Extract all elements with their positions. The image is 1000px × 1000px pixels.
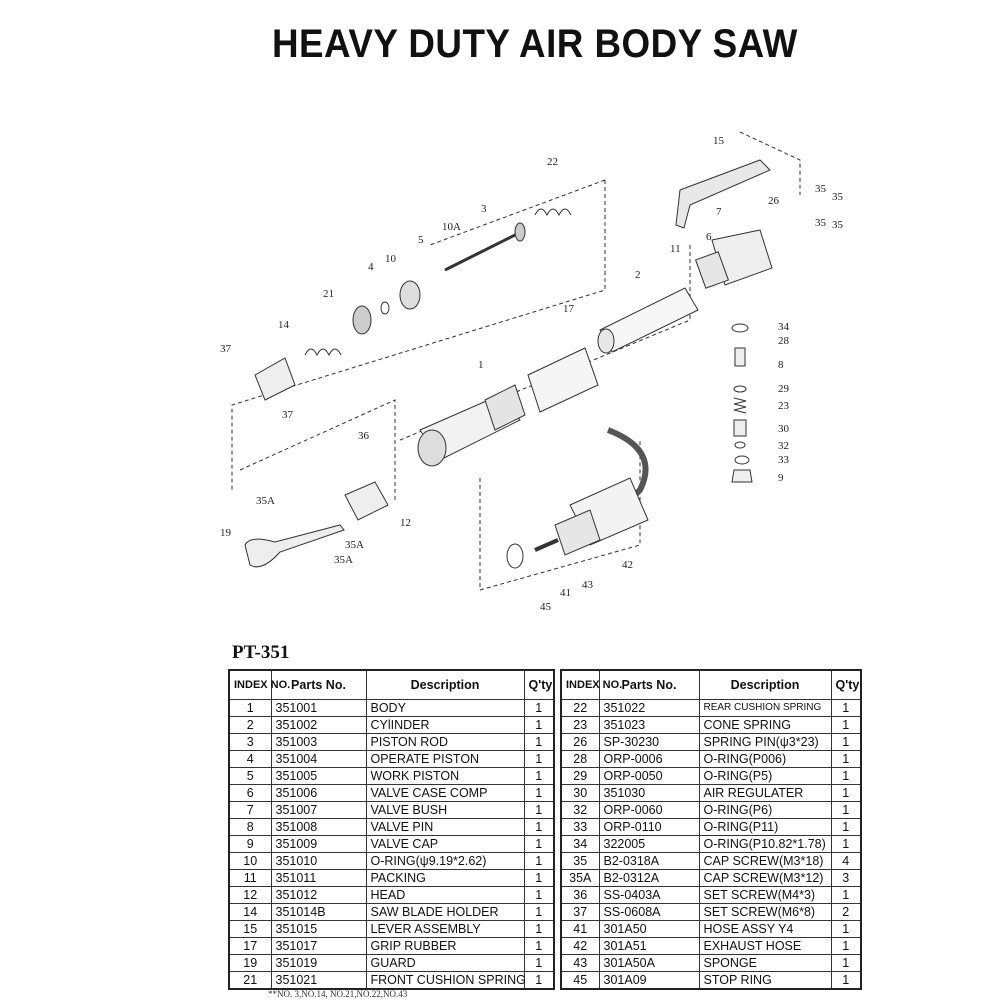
cell-description: O-RING(ψ9.19*2.62) (366, 853, 524, 870)
cell-index: 11 (229, 870, 271, 887)
column-header-description: Description (366, 670, 524, 700)
cell-index: 43 (561, 955, 599, 972)
svg-text:15: 15 (713, 135, 724, 147)
cell-index: 19 (229, 955, 271, 972)
table-row (561, 955, 861, 972)
cell-parts-no: 351014B (271, 904, 366, 921)
cell-parts-no: ORP-0006 (599, 751, 699, 768)
table-row (561, 819, 861, 836)
table-row (561, 768, 861, 785)
cell-description: HEAD (366, 887, 524, 904)
cell-description: AIR REGULATER (699, 785, 831, 802)
cell-parts-no: 322005 (599, 836, 699, 853)
cell-index: 26 (561, 734, 599, 751)
cell-qty: 1 (524, 734, 554, 751)
svg-text:43: 43 (582, 579, 593, 591)
cell-description: PACKING (366, 870, 524, 887)
cell-description: SPONGE (699, 955, 831, 972)
cell-index: 3 (229, 734, 271, 751)
cell-parts-no: B2-0318A (599, 853, 699, 870)
svg-text:34: 34 (778, 321, 789, 333)
table-row (561, 853, 861, 870)
parts-table-left (228, 669, 555, 990)
cell-qty: 1 (524, 700, 554, 717)
cell-index: 29 (561, 768, 599, 785)
svg-text:2: 2 (635, 269, 641, 281)
cell-index: 5 (229, 768, 271, 785)
table-row (229, 785, 554, 802)
svg-text:33: 33 (778, 454, 789, 466)
cell-description: WORK PISTON (366, 768, 524, 785)
cell-qty: 1 (831, 955, 861, 972)
cell-index: 35A (561, 870, 599, 887)
svg-text:19: 19 (220, 527, 231, 539)
cell-qty: 1 (524, 870, 554, 887)
cell-description: VALVE CAP (366, 836, 524, 853)
cell-index: 42 (561, 938, 599, 955)
cell-qty: 1 (524, 955, 554, 972)
cell-qty: 1 (524, 904, 554, 921)
cell-description: EXHAUST HOSE (699, 938, 831, 955)
cell-parts-no: 351002 (271, 717, 366, 734)
svg-text:21: 21 (323, 288, 334, 300)
cell-parts-no: 351019 (271, 955, 366, 972)
cell-description: VALVE CASE COMP (366, 785, 524, 802)
cell-description: O-RING(P6) (699, 802, 831, 819)
svg-text:45: 45 (540, 601, 551, 613)
cell-description: REAR CUSHION SPRING (699, 700, 831, 717)
svg-text:42: 42 (622, 559, 633, 571)
cell-parts-no: ORP-0050 (599, 768, 699, 785)
cell-index: 35 (561, 853, 599, 870)
cell-qty: 1 (831, 802, 861, 819)
table-row (561, 700, 861, 717)
svg-text:22: 22 (547, 156, 558, 168)
parts-table-right-clip (560, 669, 860, 989)
cell-qty: 1 (831, 768, 861, 785)
cell-description: VALVE BUSH (366, 802, 524, 819)
cell-description: CYlINDER (366, 717, 524, 734)
table-row (561, 921, 861, 938)
cell-index: 45 (561, 972, 599, 990)
column-header-qty: Q'ty (524, 670, 554, 700)
cell-qty: 1 (524, 802, 554, 819)
table-row (561, 887, 861, 904)
table-row (561, 751, 861, 768)
cell-description: CONE SPRING (699, 717, 831, 734)
cell-description: BODY (366, 700, 524, 717)
cell-parts-no: 301A09 (599, 972, 699, 990)
svg-text:11: 11 (670, 243, 681, 255)
model-number: PT-351 (232, 642, 290, 663)
table-row (229, 870, 554, 887)
svg-text:35: 35 (815, 217, 826, 229)
cell-qty: 1 (524, 921, 554, 938)
cell-description: OPERATE PISTON (366, 751, 524, 768)
cell-qty: 1 (524, 887, 554, 904)
table-row (561, 717, 861, 734)
cell-index: 9 (229, 836, 271, 853)
cell-qty: 1 (524, 836, 554, 853)
cell-index: 15 (229, 921, 271, 938)
table-row (229, 768, 554, 785)
svg-text:1: 1 (478, 359, 484, 371)
table-row (229, 887, 554, 904)
svg-text:5: 5 (418, 234, 424, 246)
svg-text:28: 28 (778, 335, 789, 347)
cell-parts-no: 351006 (271, 785, 366, 802)
svg-text:4: 4 (368, 261, 374, 273)
svg-text:8: 8 (778, 359, 784, 371)
cell-parts-no: B2-0312A (599, 870, 699, 887)
table-row (229, 819, 554, 836)
cell-description: GRIP RUBBER (366, 938, 524, 955)
cell-qty: 1 (524, 853, 554, 870)
column-header-index: INDEX NO. (229, 670, 271, 700)
cell-qty: 1 (831, 785, 861, 802)
table-row (561, 785, 861, 802)
cell-qty: 1 (831, 700, 861, 717)
cell-description: STOP RING (699, 972, 831, 990)
cell-parts-no: 351015 (271, 921, 366, 938)
cell-description: O-RING(P5) (699, 768, 831, 785)
table-row (561, 734, 861, 751)
cell-parts-no: 351004 (271, 751, 366, 768)
table-row (229, 700, 554, 717)
cell-qty: 1 (831, 938, 861, 955)
parts-table-right (560, 669, 862, 990)
cell-parts-no: 351017 (271, 938, 366, 955)
cell-qty: 1 (831, 717, 861, 734)
cell-qty: 3 (831, 870, 861, 887)
svg-text:37: 37 (282, 409, 293, 421)
svg-text:35: 35 (832, 191, 843, 203)
footnote: **NO. 3,NO.14, NO.21,NO.22,NO.43 (268, 989, 408, 999)
svg-text:37: 37 (220, 343, 231, 355)
svg-text:12: 12 (400, 517, 411, 529)
table-row (229, 972, 554, 990)
cell-index: 28 (561, 751, 599, 768)
table-row (561, 870, 861, 887)
svg-text:29: 29 (778, 383, 789, 395)
cell-qty: 2 (831, 904, 861, 921)
cell-qty: 1 (524, 717, 554, 734)
cell-qty: 1 (524, 972, 554, 990)
table-row (229, 921, 554, 938)
svg-text:35A: 35A (345, 539, 364, 551)
cell-parts-no: 351021 (271, 972, 366, 990)
cell-index: 17 (229, 938, 271, 955)
cell-index: 34 (561, 836, 599, 853)
column-header-index: INDEX NO. (561, 670, 599, 700)
table-row (229, 853, 554, 870)
table-row (229, 802, 554, 819)
table-row (229, 904, 554, 921)
cell-parts-no: 351008 (271, 819, 366, 836)
svg-text:41: 41 (560, 587, 571, 599)
cell-index: 22 (561, 700, 599, 717)
cell-description: VALVE PIN (366, 819, 524, 836)
column-header-description: Description (699, 670, 831, 700)
exploded-parts-diagram (0, 100, 1000, 620)
svg-text:14: 14 (278, 319, 289, 331)
table-row (229, 836, 554, 853)
svg-text:6: 6 (706, 231, 712, 243)
cell-description: CAP SCREW(M3*12) (699, 870, 831, 887)
cell-description: PISTON ROD (366, 734, 524, 751)
cell-index: 2 (229, 717, 271, 734)
cell-parts-no: SS-0608A (599, 904, 699, 921)
cell-description: O-RING(P006) (699, 751, 831, 768)
cell-parts-no: 351012 (271, 887, 366, 904)
svg-text:26: 26 (768, 195, 779, 207)
table-row (229, 955, 554, 972)
cell-parts-no: ORP-0110 (599, 819, 699, 836)
cell-description: GUARD (366, 955, 524, 972)
cell-index: 14 (229, 904, 271, 921)
cell-parts-no: ORP-0060 (599, 802, 699, 819)
table-row (229, 734, 554, 751)
table-header-row (229, 670, 554, 700)
cell-qty: 1 (524, 938, 554, 955)
cell-description: SPRING PIN(ψ3*23) (699, 734, 831, 751)
svg-text:10: 10 (385, 253, 396, 265)
cell-parts-no: 351022 (599, 700, 699, 717)
cell-qty: 1 (524, 768, 554, 785)
cell-qty: 1 (831, 751, 861, 768)
cell-description: SAW BLADE HOLDER (366, 904, 524, 921)
svg-text:7: 7 (716, 206, 722, 218)
column-header-parts-no: Parts No. (599, 670, 699, 700)
table-row (229, 751, 554, 768)
cell-qty: 1 (831, 887, 861, 904)
cell-index: 7 (229, 802, 271, 819)
cell-parts-no: 351023 (599, 717, 699, 734)
cell-parts-no: 351005 (271, 768, 366, 785)
cell-qty: 1 (524, 751, 554, 768)
svg-text:3: 3 (481, 203, 487, 215)
cell-parts-no: 301A50A (599, 955, 699, 972)
table-row (561, 938, 861, 955)
cell-index: 33 (561, 819, 599, 836)
cell-index: 30 (561, 785, 599, 802)
cell-description: O-RING(P11) (699, 819, 831, 836)
svg-text:32: 32 (778, 440, 789, 452)
cell-qty: 1 (524, 819, 554, 836)
cell-index: 21 (229, 972, 271, 990)
table-row (561, 972, 861, 990)
column-header-parts-no: Parts No. (271, 670, 366, 700)
cell-index: 8 (229, 819, 271, 836)
page-title: HEAVY DUTY AIR BODY SAW (272, 22, 798, 66)
table-row (561, 836, 861, 853)
cell-parts-no: 351003 (271, 734, 366, 751)
cell-index: 4 (229, 751, 271, 768)
cell-qty: 1 (831, 972, 861, 990)
cell-parts-no: SS-0403A (599, 887, 699, 904)
svg-text:9: 9 (778, 472, 784, 484)
cell-parts-no: 351011 (271, 870, 366, 887)
cell-description: LEVER ASSEMBLY (366, 921, 524, 938)
cell-index: 10 (229, 853, 271, 870)
cell-parts-no: 301A51 (599, 938, 699, 955)
svg-text:35: 35 (815, 183, 826, 195)
cell-parts-no: SP-30230 (599, 734, 699, 751)
svg-text:35A: 35A (334, 554, 353, 566)
column-header-qty: Q'ty (831, 670, 861, 700)
cell-qty: 1 (831, 819, 861, 836)
svg-text:17: 17 (563, 303, 574, 315)
svg-text:35: 35 (832, 219, 843, 231)
cell-parts-no: 351009 (271, 836, 366, 853)
cell-parts-no: 351030 (599, 785, 699, 802)
cell-description: O-RING(P10.82*1.78) (699, 836, 831, 853)
cell-index: 37 (561, 904, 599, 921)
cell-description: FRONT CUSHION SPRING (366, 972, 524, 990)
cell-index: 6 (229, 785, 271, 802)
cell-description: HOSE ASSY Y4 (699, 921, 831, 938)
cell-index: 36 (561, 887, 599, 904)
table-row (229, 717, 554, 734)
cell-parts-no: 351007 (271, 802, 366, 819)
table-row (561, 904, 861, 921)
cell-description: SET SCREW(M6*8) (699, 904, 831, 921)
table-row (229, 938, 554, 955)
cell-qty: 4 (831, 853, 861, 870)
cell-index: 1 (229, 700, 271, 717)
svg-text:36: 36 (358, 430, 369, 442)
svg-text:30: 30 (778, 423, 789, 435)
svg-text:35A: 35A (256, 495, 275, 507)
svg-text:10A: 10A (442, 221, 461, 233)
cell-index: 23 (561, 717, 599, 734)
cell-parts-no: 301A50 (599, 921, 699, 938)
cell-index: 41 (561, 921, 599, 938)
cell-parts-no: 351001 (271, 700, 366, 717)
cell-index: 32 (561, 802, 599, 819)
cell-parts-no: 351010 (271, 853, 366, 870)
svg-text:23: 23 (778, 400, 789, 412)
table-row (561, 802, 861, 819)
cell-description: CAP SCREW(M3*18) (699, 853, 831, 870)
table-header-row (561, 670, 861, 700)
cell-qty: 1 (831, 921, 861, 938)
cell-qty: 1 (831, 734, 861, 751)
cell-description: SET SCREW(M4*3) (699, 887, 831, 904)
cell-qty: 1 (524, 785, 554, 802)
cell-index: 12 (229, 887, 271, 904)
cell-qty: 1 (831, 836, 861, 853)
